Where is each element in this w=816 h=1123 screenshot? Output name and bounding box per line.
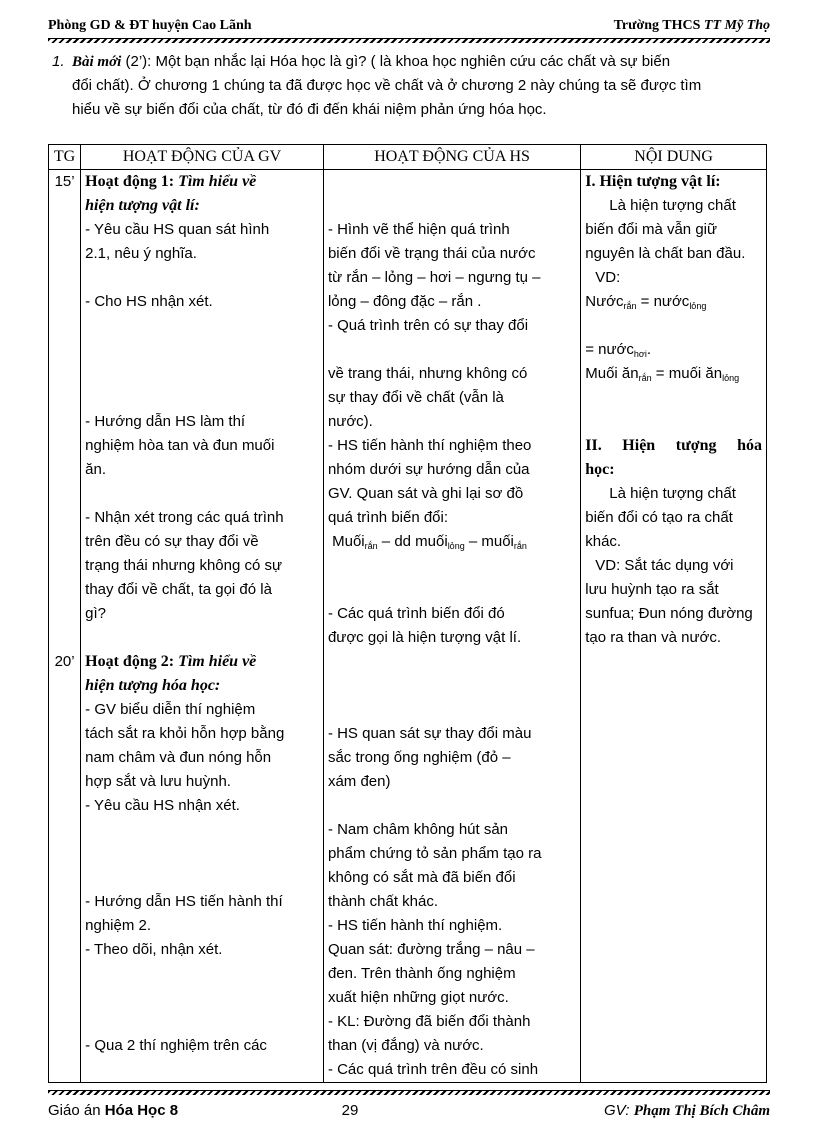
intro-number: 1. <box>52 53 65 70</box>
hs-line: sắc trong ống nghiệm (đỏ – <box>327 749 511 766</box>
hs-line: - Quá trình trên có sự thay đổi <box>327 317 529 334</box>
student-activity-cell <box>323 170 580 1083</box>
gv-line: thay đổi về chất, ta gọi đó là <box>85 581 272 598</box>
header-department: Phòng GD & ĐT huyện Cao Lãnh <box>48 18 252 33</box>
intro-text-1: : Một bạn nhắc lại Hóa học là gì? ( là khoa học nghiên cứu các chất và sự biến <box>147 53 671 70</box>
hs-line: - HS tiến hành thí nghiệm theo <box>327 437 532 454</box>
gv-line: - Hướng dẫn HS làm thí <box>85 413 246 430</box>
hs-line: biến đổi về trạng thái của nước <box>327 245 536 262</box>
gv-line: trạng thái nhưng không có sự <box>85 557 283 574</box>
footer-divider <box>48 1090 770 1095</box>
activity-1-title: hiện tượng vật lí: <box>85 197 200 214</box>
hs-line: từ rắn – lỏng – hơi – ngưng tụ – <box>327 269 541 286</box>
teacher-activity-cell <box>81 170 324 1083</box>
hs-line: - Hình vẽ thể hiện quá trình <box>327 221 510 238</box>
gv-line: trên đều có sự thay đổi về <box>85 533 259 550</box>
gv-line: ăn. <box>85 461 107 478</box>
hs-equation: Muối$_{rắn}$ – dd muối$_{lỏng}$ – muối$_{rắn}$ <box>332 533 527 551</box>
gv-line: nam châm và đun nóng hỗn <box>85 749 272 766</box>
gv-line: nghiệm hòa tan và đun muối <box>85 437 275 454</box>
nd-line: VD: Sắt tác dụng với <box>595 557 734 574</box>
gv-line: tách sắt ra khỏi hỗn hợp bằng <box>85 725 285 742</box>
hs-line: than (vị đắng) và nước. <box>327 1037 484 1054</box>
gv-line: - Nhận xét trong các quá trình <box>85 509 284 526</box>
nd-line: khác. <box>585 533 622 550</box>
gv-line: - Theo dõi, nhận xét. <box>85 941 223 958</box>
footer-teacher: GV: Phạm Thị Bích Châm <box>603 1102 770 1119</box>
header-school-name: TT Mỹ Thọ <box>703 18 770 33</box>
activity-2-title: hiện tượng hóa học: <box>85 677 221 694</box>
gv-line: - Cho HS nhận xét. <box>85 293 213 310</box>
gv-line: - Yêu cầu HS nhận xét. <box>85 797 240 814</box>
col-header-hs: HOẠT ĐỘNG CỦA HS <box>323 145 580 170</box>
gv-line: - Qua 2 thí nghiệm trên các <box>85 1037 267 1054</box>
hs-line: Quan sát: đường trắng – nâu – <box>327 941 535 958</box>
gv-line: - GV biểu diễn thí nghiệm <box>85 701 256 718</box>
nd-line: sunfua; Đun nóng đường <box>585 605 753 622</box>
content-cell <box>581 170 767 1083</box>
hs-line: nước). <box>327 413 373 430</box>
intro-line-3: hiểu về sự biến đổi của chất, từ đó đi đến khái niệm phản ứng hóa học. <box>72 101 547 118</box>
intro-time: (2’) <box>121 53 148 70</box>
nd-formula: = nước$_{hơi}$. <box>585 341 651 359</box>
hs-line: phẩm chứng tỏ sản phẩm tạo ra <box>327 845 542 862</box>
header-divider <box>48 38 770 43</box>
col-header-tg: TG <box>49 145 81 170</box>
nd-line: biến đổi có tạo ra chất <box>585 509 733 526</box>
nd-line: tạo ra than và nước. <box>585 629 722 646</box>
hs-line: nhóm dưới sự hướng dẫn của <box>327 461 530 478</box>
hs-line: không có sắt mà đã biến đổi <box>327 869 516 886</box>
page-footer <box>48 1102 770 1122</box>
hs-line: về trang thái, nhưng không có <box>327 365 528 382</box>
section-heading-chemical-2: học: <box>585 461 615 478</box>
nd-example-label: VD: <box>595 269 621 286</box>
nd-line: Là hiện tượng chất <box>609 485 736 502</box>
footer-subject: Giáo án Hóa Học 8 <box>48 1102 179 1119</box>
nd-line: nguyên là chất ban đầu. <box>585 245 746 262</box>
nd-line: Là hiện tượng chất <box>609 197 736 214</box>
page-number: 29 <box>341 1102 359 1119</box>
activity-2-heading: Hoạt động 2: Tìm hiểu về <box>85 653 257 670</box>
hs-line: - Các quá trình biến đổi đó <box>327 605 505 622</box>
hs-line: - HS quan sát sự thay đổi màu <box>327 725 532 742</box>
header-school-prefix: Trường THCS <box>613 18 704 33</box>
nd-formula: Nước$_{rắn}$ = nước$_{lỏng}$ <box>585 293 707 311</box>
page-header <box>48 16 770 38</box>
header-school <box>614 18 770 34</box>
activity-1-heading: Hoạt động 1: Tìm hiểu về <box>85 173 257 190</box>
time-20: 20’ <box>54 653 75 670</box>
table-header-row <box>49 145 767 170</box>
intro-paragraph <box>52 50 772 122</box>
gv-line: - Yêu cầu HS quan sát hình <box>85 221 270 238</box>
section-heading-chemical: II. Hiện tượng hóa <box>585 437 762 454</box>
hs-line: - KL: Đường đã biến đổi thành <box>327 1013 531 1030</box>
hs-line: - HS tiến hành thí nghiệm. <box>327 917 503 934</box>
intro-line-1 <box>72 50 772 74</box>
gv-line: 2.1, nêu ý nghĩa. <box>85 245 197 262</box>
col-header-gv: HOẠT ĐỘNG CỦA GV <box>81 145 324 170</box>
lesson-table <box>48 144 767 1083</box>
gv-line: nghiệm 2. <box>85 917 152 934</box>
intro-title: Bài mới <box>72 54 122 70</box>
hs-line: xuất hiện những giọt nước. <box>327 989 509 1006</box>
hs-line: sự thay đổi về chất (vẫn là <box>327 389 504 406</box>
table-row <box>49 170 767 1083</box>
hs-line: được gọi là hiện tượng vật lí. <box>327 629 522 646</box>
hs-line: quá trình biến đổi: <box>327 509 449 526</box>
hs-line: xám đen) <box>327 773 391 790</box>
hs-line: - Nam châm không hút sản <box>327 821 509 838</box>
hs-line: lỏng – đông đặc – rắn . <box>327 293 482 310</box>
hs-line: GV. Quan sát và ghi lại sơ đồ <box>327 485 524 502</box>
nd-formula: Muối $ăn_{rắn}$ = muối $ăn_{lỏng}$ <box>585 365 740 383</box>
time-cell <box>49 170 81 1083</box>
nd-line: lưu huỳnh tạo ra sắt <box>585 581 719 598</box>
time-15: 15’ <box>54 173 75 190</box>
nd-line: biến đổi mà vẫn giữ <box>585 221 718 238</box>
hs-line: - Các quá trình trên đều có sinh <box>327 1061 539 1078</box>
hs-line: đen. Trên thành ống nghiệm <box>327 965 516 982</box>
gv-line: - Hướng dẫn HS tiến hành thí <box>85 893 283 910</box>
col-header-nd: NỘI DUNG <box>581 145 767 170</box>
section-heading-physical: I. Hiện tượng vật lí: <box>585 173 721 190</box>
intro-line-2: đổi chất). Ở chương 1 chúng ta đã được học về chất và ở chương 2 này chúng ta sẽ được tìm <box>72 77 702 94</box>
gv-line: gì? <box>85 605 107 622</box>
hs-line: thành chất khác. <box>327 893 439 910</box>
gv-line: hợp sắt và lưu huỳnh. <box>85 773 231 790</box>
